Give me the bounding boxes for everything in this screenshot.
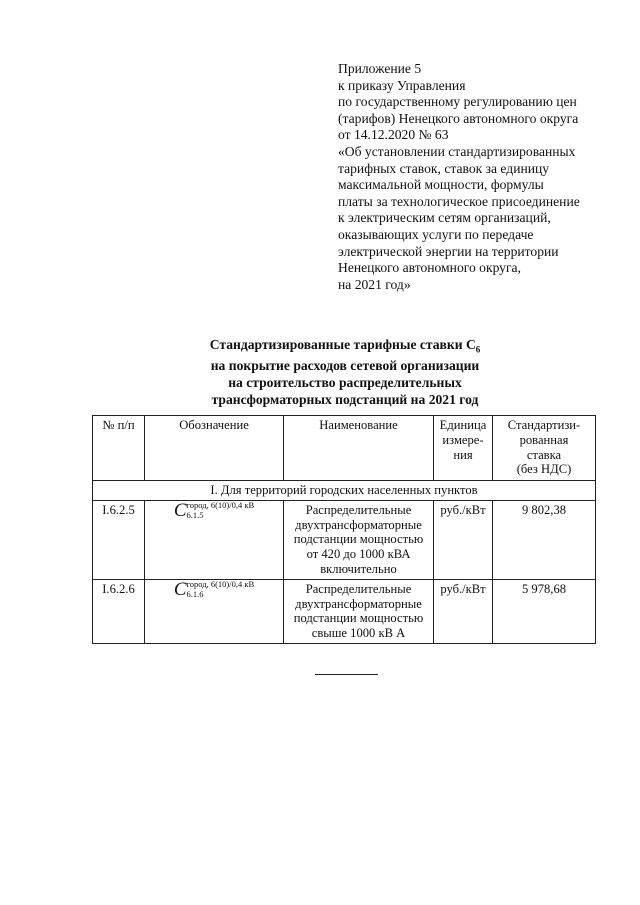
appendix-line: (тарифов) Ненецкого автономного округа (338, 110, 579, 126)
document-title (130, 337, 560, 408)
header-name: Наименование (284, 416, 434, 481)
row-name-line: Распределительные (305, 502, 412, 517)
header-unit-line: Единица (439, 418, 487, 432)
appendix-line: Ненецкого автономного округа, (338, 260, 521, 276)
row-name-line: подстанции мощностью (293, 611, 424, 626)
section-row (93, 481, 596, 501)
appendix-line: к приказу Управления (338, 77, 466, 93)
appendix-line: тарифных ставок, ставок за единицу (338, 160, 550, 176)
row-rate: 5 978,68 (493, 579, 596, 643)
rates-table (92, 415, 596, 644)
appendix-line: максимальной мощности, формулы (338, 177, 544, 193)
header-num: № п/п (93, 416, 145, 481)
table-header-row (93, 416, 596, 481)
header-rate-line: (без НДС) (516, 462, 572, 477)
appendix-line: по государственному регулированию цен (338, 94, 577, 110)
appendix-line: на 2021 год» (338, 276, 411, 292)
tariff-symbol (173, 578, 255, 600)
appendix-line: от 14.12.2020 № 63 (338, 127, 449, 143)
appendix-line: электрической энергии на территории (338, 243, 559, 259)
appendix-line: Приложение 5 (338, 61, 422, 76)
row-symbol (145, 500, 284, 579)
header-rate-line: ставка (526, 447, 562, 462)
title-line-4: трансформаторных подстанций на 2021 год (211, 391, 479, 407)
row-num: I.6.2.6 (93, 579, 145, 643)
row-name (284, 500, 434, 579)
appendix-header (338, 61, 628, 293)
row-symbol (145, 579, 284, 643)
tariff-symbol (173, 499, 255, 521)
appendix-line: платы за технологическое присоединение (338, 193, 580, 209)
symbol-base: C (173, 578, 187, 600)
title-line-1 (130, 337, 560, 358)
title-line-2: на покрытие расходов сетевой организации (210, 358, 480, 374)
row-name-line: включительно (320, 561, 397, 576)
row-name-line: двухтрансформаторные (295, 596, 422, 611)
table-row (93, 579, 596, 643)
row-name-line: подстанции мощностью (293, 532, 424, 547)
symbol-indices (187, 579, 255, 599)
row-num: I.6.2.5 (93, 500, 145, 579)
title-line-3: на строительство распределительных (228, 374, 462, 390)
appendix-line: оказывающих услуги по передаче (338, 226, 534, 242)
symbol-indices (187, 500, 255, 520)
header-unit-line: ния (453, 447, 473, 462)
row-unit: руб./кВт (434, 500, 493, 579)
appendix-line: к электрическим сетям организаций, (338, 210, 551, 226)
row-name-line: Распределительные (305, 581, 412, 596)
title-line-1-text: Стандартизированные тарифные ставки С (209, 337, 476, 352)
symbol-superscript: город, 6(10)/0,4 кВ (186, 578, 255, 589)
symbol-superscript: город, 6(10)/0,4 кВ (186, 499, 255, 510)
symbol-subscript: 6.1.6 (186, 588, 204, 599)
table-row (93, 500, 596, 579)
row-name-line: от 420 до 1000 кВА (306, 547, 411, 562)
header-unit (434, 416, 493, 481)
appendix-line: «Об установлении стандартизированных (338, 143, 576, 159)
row-name-line: свыше 1000 кВ А (311, 626, 406, 641)
symbol-base: C (173, 499, 187, 521)
header-rate-line: рованная (519, 432, 569, 447)
header-unit-line: измере- (442, 432, 484, 447)
header-rate (493, 416, 596, 481)
closing-rule (315, 674, 378, 675)
row-name-line: двухтрансформаторные (295, 517, 422, 532)
row-unit: руб./кВт (434, 579, 493, 643)
section-title: I. Для территорий городских населенных пунктов (93, 481, 596, 501)
row-name (284, 579, 434, 643)
symbol-subscript: 6.1.5 (186, 509, 204, 520)
title-subscript: 6 (475, 344, 481, 355)
header-symbol: Обозначение (145, 416, 284, 481)
header-rate-line: Стандартизи- (507, 418, 581, 432)
row-rate: 9 802,38 (493, 500, 596, 579)
